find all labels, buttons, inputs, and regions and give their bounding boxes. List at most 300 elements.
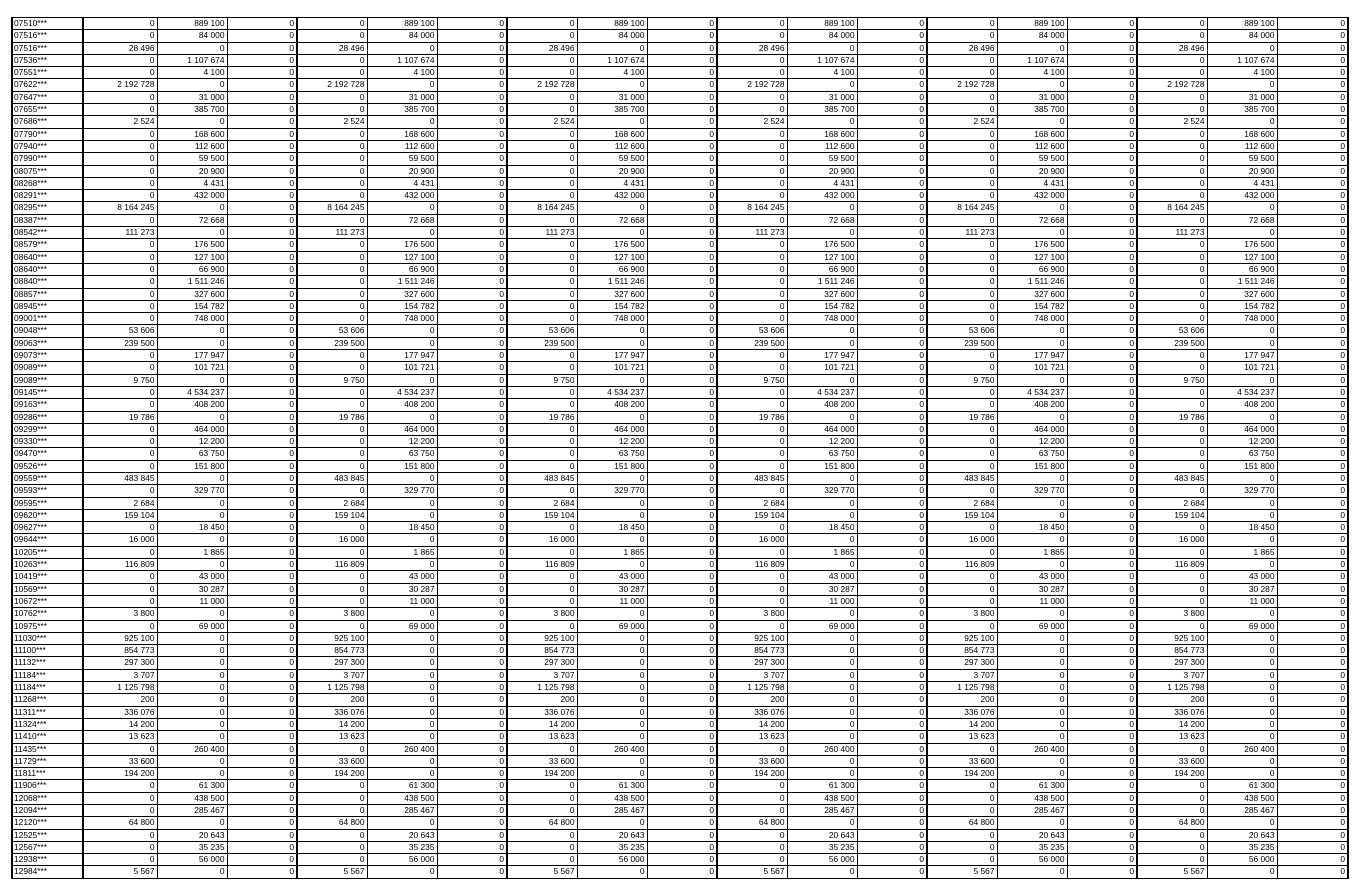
value-zero-cell: 0 xyxy=(1067,288,1137,300)
table-row xyxy=(12,755,1348,767)
value-a-cell: 16 000 xyxy=(1137,534,1207,546)
value-zero-cell: 0 xyxy=(1277,448,1348,460)
value-a-cell: 0 xyxy=(1137,485,1207,497)
value-a-cell: 0 xyxy=(717,251,787,263)
value-a-cell: 0 xyxy=(83,350,157,362)
value-zero-cell: 0 xyxy=(1277,313,1348,325)
value-b-cell: 0 xyxy=(367,325,437,337)
value-zero-cell: 0 xyxy=(647,227,717,239)
value-b-cell: 0 xyxy=(157,657,227,669)
value-a-cell: 854 773 xyxy=(927,645,997,657)
value-a-cell: 13 623 xyxy=(927,731,997,743)
value-a-cell: 2 192 728 xyxy=(717,79,787,91)
value-b-cell: 0 xyxy=(997,866,1067,878)
value-a-cell: 0 xyxy=(1137,841,1207,853)
value-b-cell: 0 xyxy=(1207,682,1277,694)
value-a-cell: 0 xyxy=(507,214,577,226)
value-b-cell: 18 450 xyxy=(1207,522,1277,534)
value-zero-cell: 0 xyxy=(1067,423,1137,435)
value-b-cell: 0 xyxy=(1207,227,1277,239)
value-a-cell: 3 707 xyxy=(83,669,157,681)
value-a-cell: 0 xyxy=(927,190,997,202)
value-zero-cell: 0 xyxy=(857,645,927,657)
value-zero-cell: 0 xyxy=(1067,472,1137,484)
value-zero-cell: 0 xyxy=(1067,755,1137,767)
value-b-cell: 0 xyxy=(787,472,857,484)
value-b-cell: 0 xyxy=(577,509,647,521)
value-a-cell: 3 800 xyxy=(297,608,367,620)
value-zero-cell: 0 xyxy=(437,153,507,165)
value-zero-cell: 0 xyxy=(437,682,507,694)
value-b-cell: 61 300 xyxy=(577,780,647,792)
value-a-cell: 0 xyxy=(507,30,577,42)
row-id-cell: 11100*** xyxy=(12,645,83,657)
value-b-cell: 0 xyxy=(997,645,1067,657)
value-b-cell: 20 643 xyxy=(367,829,437,841)
value-zero-cell: 0 xyxy=(1067,620,1137,632)
value-a-cell: 33 600 xyxy=(297,755,367,767)
value-zero-cell: 0 xyxy=(857,620,927,632)
value-zero-cell: 0 xyxy=(857,866,927,878)
value-a-cell: 194 200 xyxy=(927,768,997,780)
value-zero-cell: 0 xyxy=(647,436,717,448)
value-zero-cell: 0 xyxy=(1277,276,1348,288)
row-id-cell: 10569*** xyxy=(12,583,83,595)
table-row xyxy=(12,18,1348,30)
value-b-cell: 20 643 xyxy=(1207,829,1277,841)
value-b-cell: 0 xyxy=(577,669,647,681)
value-b-cell: 0 xyxy=(157,472,227,484)
value-zero-cell: 0 xyxy=(227,743,297,755)
value-b-cell: 69 000 xyxy=(367,620,437,632)
value-zero-cell: 0 xyxy=(647,682,717,694)
value-b-cell: 0 xyxy=(157,817,227,829)
value-a-cell: 0 xyxy=(507,448,577,460)
value-zero-cell: 0 xyxy=(1277,227,1348,239)
value-b-cell: 30 287 xyxy=(367,583,437,595)
value-b-cell: 432 000 xyxy=(787,190,857,202)
value-b-cell: 889 100 xyxy=(1207,18,1277,30)
value-a-cell: 2 524 xyxy=(297,116,367,128)
value-a-cell: 0 xyxy=(927,841,997,853)
value-a-cell: 111 273 xyxy=(927,227,997,239)
value-b-cell: 151 800 xyxy=(787,460,857,472)
value-a-cell: 0 xyxy=(83,386,157,398)
value-a-cell: 0 xyxy=(1137,140,1207,152)
table-row xyxy=(12,657,1348,669)
value-a-cell: 16 000 xyxy=(927,534,997,546)
value-b-cell: 0 xyxy=(997,768,1067,780)
value-b-cell: 11 000 xyxy=(997,595,1067,607)
value-a-cell: 3 800 xyxy=(1137,608,1207,620)
value-a-cell: 0 xyxy=(507,251,577,263)
value-zero-cell: 0 xyxy=(857,472,927,484)
value-zero-cell: 0 xyxy=(647,165,717,177)
value-a-cell: 8 164 245 xyxy=(297,202,367,214)
value-b-cell: 408 200 xyxy=(577,399,647,411)
value-zero-cell: 0 xyxy=(857,817,927,829)
value-a-cell: 0 xyxy=(507,583,577,595)
table-row xyxy=(12,165,1348,177)
value-a-cell: 0 xyxy=(927,792,997,804)
value-zero-cell: 0 xyxy=(227,571,297,583)
value-a-cell: 0 xyxy=(507,190,577,202)
value-zero-cell: 0 xyxy=(647,91,717,103)
value-b-cell: 0 xyxy=(367,411,437,423)
value-b-cell: 0 xyxy=(367,657,437,669)
value-b-cell: 1 511 246 xyxy=(1207,276,1277,288)
value-zero-cell: 0 xyxy=(857,792,927,804)
table-row xyxy=(12,472,1348,484)
value-a-cell: 0 xyxy=(83,829,157,841)
value-zero-cell: 0 xyxy=(437,559,507,571)
value-a-cell: 8 164 245 xyxy=(507,202,577,214)
table-row xyxy=(12,67,1348,79)
value-zero-cell: 0 xyxy=(1067,731,1137,743)
value-b-cell: 0 xyxy=(157,411,227,423)
value-b-cell: 0 xyxy=(787,79,857,91)
value-a-cell: 0 xyxy=(927,620,997,632)
value-zero-cell: 0 xyxy=(437,18,507,30)
value-zero-cell: 0 xyxy=(1067,411,1137,423)
value-b-cell: 20 900 xyxy=(1207,165,1277,177)
value-a-cell: 0 xyxy=(507,313,577,325)
row-id-cell: 12525*** xyxy=(12,829,83,841)
value-a-cell: 0 xyxy=(507,571,577,583)
value-b-cell: 0 xyxy=(367,694,437,706)
value-b-cell: 168 600 xyxy=(157,128,227,140)
value-a-cell: 0 xyxy=(927,128,997,140)
value-a-cell: 0 xyxy=(507,104,577,116)
value-b-cell: 176 500 xyxy=(1207,239,1277,251)
value-a-cell: 0 xyxy=(507,386,577,398)
value-b-cell: 127 100 xyxy=(997,251,1067,263)
value-b-cell: 43 000 xyxy=(787,571,857,583)
value-a-cell: 0 xyxy=(83,854,157,866)
value-b-cell: 0 xyxy=(787,608,857,620)
value-b-cell: 112 600 xyxy=(367,140,437,152)
value-zero-cell: 0 xyxy=(1277,768,1348,780)
value-zero-cell: 0 xyxy=(1277,362,1348,374)
value-b-cell: 12 200 xyxy=(577,436,647,448)
value-a-cell: 13 623 xyxy=(297,731,367,743)
value-b-cell: 59 500 xyxy=(1207,153,1277,165)
value-a-cell: 9 750 xyxy=(717,374,787,386)
value-a-cell: 0 xyxy=(927,743,997,755)
value-a-cell: 200 xyxy=(83,694,157,706)
value-a-cell: 297 300 xyxy=(1137,657,1207,669)
value-zero-cell: 0 xyxy=(227,645,297,657)
value-a-cell: 19 786 xyxy=(1137,411,1207,423)
value-b-cell: 438 500 xyxy=(367,792,437,804)
value-b-cell: 748 000 xyxy=(787,313,857,325)
value-a-cell: 0 xyxy=(83,153,157,165)
value-b-cell: 0 xyxy=(1207,374,1277,386)
value-zero-cell: 0 xyxy=(1277,128,1348,140)
value-a-cell: 0 xyxy=(507,805,577,817)
value-zero-cell: 0 xyxy=(437,116,507,128)
value-a-cell: 0 xyxy=(717,595,787,607)
value-b-cell: 1 511 246 xyxy=(367,276,437,288)
value-a-cell: 116 809 xyxy=(1137,559,1207,571)
value-zero-cell: 0 xyxy=(1277,325,1348,337)
value-b-cell: 127 100 xyxy=(367,251,437,263)
value-b-cell: 1 865 xyxy=(157,546,227,558)
value-zero-cell: 0 xyxy=(227,263,297,275)
row-id-cell: 10419*** xyxy=(12,571,83,583)
value-b-cell: 0 xyxy=(577,706,647,718)
value-a-cell: 0 xyxy=(83,522,157,534)
value-zero-cell: 0 xyxy=(857,288,927,300)
value-a-cell: 0 xyxy=(927,485,997,497)
value-a-cell: 0 xyxy=(927,805,997,817)
value-zero-cell: 0 xyxy=(1277,104,1348,116)
row-id-cell: 09001*** xyxy=(12,313,83,325)
value-b-cell: 432 000 xyxy=(997,190,1067,202)
value-zero-cell: 0 xyxy=(437,620,507,632)
value-zero-cell: 0 xyxy=(857,423,927,435)
value-b-cell: 285 467 xyxy=(1207,805,1277,817)
value-a-cell: 3 707 xyxy=(717,669,787,681)
value-a-cell: 0 xyxy=(1137,595,1207,607)
value-a-cell: 0 xyxy=(507,54,577,66)
value-zero-cell: 0 xyxy=(1067,485,1137,497)
value-zero-cell: 0 xyxy=(437,485,507,497)
value-a-cell: 0 xyxy=(83,177,157,189)
value-zero-cell: 0 xyxy=(647,140,717,152)
value-a-cell: 0 xyxy=(507,841,577,853)
value-a-cell: 200 xyxy=(1137,694,1207,706)
value-a-cell: 8 164 245 xyxy=(717,202,787,214)
value-zero-cell: 0 xyxy=(227,399,297,411)
value-zero-cell: 0 xyxy=(1067,559,1137,571)
value-a-cell: 0 xyxy=(927,854,997,866)
value-b-cell: 260 400 xyxy=(1207,743,1277,755)
value-b-cell: 260 400 xyxy=(577,743,647,755)
value-zero-cell: 0 xyxy=(437,866,507,878)
row-id-cell: 09593*** xyxy=(12,485,83,497)
value-zero-cell: 0 xyxy=(1277,263,1348,275)
table-row xyxy=(12,362,1348,374)
value-b-cell: 0 xyxy=(997,42,1067,54)
value-a-cell: 336 076 xyxy=(717,706,787,718)
table-row xyxy=(12,534,1348,546)
value-a-cell: 14 200 xyxy=(1137,718,1207,730)
value-a-cell: 0 xyxy=(83,140,157,152)
value-b-cell: 0 xyxy=(367,374,437,386)
value-b-cell: 0 xyxy=(1207,202,1277,214)
value-zero-cell: 0 xyxy=(647,54,717,66)
value-b-cell: 0 xyxy=(997,706,1067,718)
value-a-cell: 0 xyxy=(83,460,157,472)
value-zero-cell: 0 xyxy=(437,140,507,152)
value-b-cell: 0 xyxy=(1207,718,1277,730)
value-a-cell: 0 xyxy=(927,522,997,534)
value-zero-cell: 0 xyxy=(437,386,507,398)
value-zero-cell: 0 xyxy=(857,337,927,349)
value-b-cell: 72 668 xyxy=(577,214,647,226)
value-b-cell: 0 xyxy=(577,866,647,878)
value-zero-cell: 0 xyxy=(647,325,717,337)
value-b-cell: 84 000 xyxy=(997,30,1067,42)
value-b-cell: 0 xyxy=(1207,694,1277,706)
value-zero-cell: 0 xyxy=(647,497,717,509)
value-b-cell: 11 000 xyxy=(577,595,647,607)
value-zero-cell: 0 xyxy=(857,67,927,79)
value-b-cell: 0 xyxy=(1207,509,1277,521)
value-b-cell: 151 800 xyxy=(577,460,647,472)
value-zero-cell: 0 xyxy=(1067,251,1137,263)
value-b-cell: 0 xyxy=(367,79,437,91)
table-row xyxy=(12,325,1348,337)
value-zero-cell: 0 xyxy=(1067,276,1137,288)
value-b-cell: 0 xyxy=(157,202,227,214)
value-a-cell: 5 567 xyxy=(297,866,367,878)
table-row xyxy=(12,350,1348,362)
value-a-cell: 2 192 728 xyxy=(507,79,577,91)
row-id-cell: 07655*** xyxy=(12,104,83,116)
value-zero-cell: 0 xyxy=(1067,829,1137,841)
value-zero-cell: 0 xyxy=(227,177,297,189)
value-a-cell: 0 xyxy=(927,460,997,472)
value-b-cell: 4 431 xyxy=(157,177,227,189)
value-zero-cell: 0 xyxy=(437,350,507,362)
value-a-cell: 194 200 xyxy=(1137,768,1207,780)
row-id-cell: 11311*** xyxy=(12,706,83,718)
value-b-cell: 385 700 xyxy=(1207,104,1277,116)
value-b-cell: 327 600 xyxy=(787,288,857,300)
value-a-cell: 0 xyxy=(927,177,997,189)
value-b-cell: 1 107 674 xyxy=(1207,54,1277,66)
row-id-cell: 11410*** xyxy=(12,731,83,743)
value-zero-cell: 0 xyxy=(437,546,507,558)
value-zero-cell: 0 xyxy=(647,706,717,718)
value-b-cell: 4 534 237 xyxy=(997,386,1067,398)
value-a-cell: 0 xyxy=(927,251,997,263)
value-b-cell: 0 xyxy=(997,731,1067,743)
row-id-cell: 08268*** xyxy=(12,177,83,189)
value-zero-cell: 0 xyxy=(647,657,717,669)
value-a-cell: 33 600 xyxy=(1137,755,1207,767)
value-a-cell: 0 xyxy=(1137,436,1207,448)
table-row xyxy=(12,153,1348,165)
row-id-cell: 11811*** xyxy=(12,768,83,780)
row-id-cell: 09286*** xyxy=(12,411,83,423)
value-zero-cell: 0 xyxy=(647,768,717,780)
value-zero-cell: 0 xyxy=(1067,214,1137,226)
table-row xyxy=(12,829,1348,841)
row-id-cell: 09048*** xyxy=(12,325,83,337)
value-a-cell: 111 273 xyxy=(297,227,367,239)
value-zero-cell: 0 xyxy=(227,116,297,128)
value-zero-cell: 0 xyxy=(437,263,507,275)
row-id-cell: 08945*** xyxy=(12,300,83,312)
value-b-cell: 0 xyxy=(997,669,1067,681)
value-a-cell: 116 809 xyxy=(297,559,367,571)
value-b-cell: 0 xyxy=(577,718,647,730)
value-zero-cell: 0 xyxy=(857,595,927,607)
value-zero-cell: 0 xyxy=(857,731,927,743)
value-a-cell: 1 125 798 xyxy=(927,682,997,694)
value-b-cell: 1 865 xyxy=(367,546,437,558)
value-a-cell: 483 845 xyxy=(1137,472,1207,484)
value-b-cell: 151 800 xyxy=(157,460,227,472)
value-zero-cell: 0 xyxy=(647,854,717,866)
value-a-cell: 0 xyxy=(1137,362,1207,374)
value-a-cell: 0 xyxy=(83,190,157,202)
value-zero-cell: 0 xyxy=(857,239,927,251)
value-a-cell: 0 xyxy=(507,350,577,362)
value-b-cell: 0 xyxy=(1207,632,1277,644)
value-zero-cell: 0 xyxy=(1277,79,1348,91)
value-a-cell: 239 500 xyxy=(717,337,787,349)
value-a-cell: 0 xyxy=(1137,546,1207,558)
value-zero-cell: 0 xyxy=(647,755,717,767)
value-b-cell: 0 xyxy=(367,755,437,767)
value-a-cell: 0 xyxy=(717,276,787,288)
value-b-cell: 0 xyxy=(157,227,227,239)
value-b-cell: 889 100 xyxy=(157,18,227,30)
table-row xyxy=(12,214,1348,226)
value-a-cell: 0 xyxy=(717,399,787,411)
value-zero-cell: 0 xyxy=(437,694,507,706)
value-b-cell: 0 xyxy=(997,632,1067,644)
value-b-cell: 4 100 xyxy=(157,67,227,79)
value-zero-cell: 0 xyxy=(1277,620,1348,632)
value-a-cell: 0 xyxy=(297,546,367,558)
value-a-cell: 200 xyxy=(927,694,997,706)
value-zero-cell: 0 xyxy=(227,829,297,841)
value-zero-cell: 0 xyxy=(437,165,507,177)
row-id-cell: 08640*** xyxy=(12,251,83,263)
value-zero-cell: 0 xyxy=(1067,792,1137,804)
table-row xyxy=(12,374,1348,386)
value-zero-cell: 0 xyxy=(857,718,927,730)
value-b-cell: 0 xyxy=(577,42,647,54)
value-b-cell: 432 000 xyxy=(367,190,437,202)
value-a-cell: 0 xyxy=(507,140,577,152)
value-zero-cell: 0 xyxy=(647,669,717,681)
value-a-cell: 0 xyxy=(927,350,997,362)
value-zero-cell: 0 xyxy=(1067,202,1137,214)
value-zero-cell: 0 xyxy=(1277,30,1348,42)
value-a-cell: 116 809 xyxy=(927,559,997,571)
value-a-cell: 116 809 xyxy=(507,559,577,571)
value-a-cell: 0 xyxy=(1137,91,1207,103)
value-a-cell: 8 164 245 xyxy=(927,202,997,214)
value-a-cell: 0 xyxy=(717,854,787,866)
value-b-cell: 69 000 xyxy=(157,620,227,632)
value-b-cell: 329 770 xyxy=(997,485,1067,497)
value-b-cell: 11 000 xyxy=(787,595,857,607)
table-row xyxy=(12,706,1348,718)
value-zero-cell: 0 xyxy=(857,546,927,558)
value-a-cell: 0 xyxy=(507,854,577,866)
value-zero-cell: 0 xyxy=(647,559,717,571)
value-b-cell: 327 600 xyxy=(997,288,1067,300)
value-b-cell: 4 100 xyxy=(1207,67,1277,79)
value-a-cell: 239 500 xyxy=(83,337,157,349)
value-b-cell: 0 xyxy=(157,79,227,91)
value-b-cell: 127 100 xyxy=(577,251,647,263)
value-zero-cell: 0 xyxy=(437,436,507,448)
value-zero-cell: 0 xyxy=(647,300,717,312)
value-b-cell: 4 431 xyxy=(1207,177,1277,189)
value-zero-cell: 0 xyxy=(647,411,717,423)
value-zero-cell: 0 xyxy=(1277,485,1348,497)
table-row xyxy=(12,546,1348,558)
value-zero-cell: 0 xyxy=(857,768,927,780)
